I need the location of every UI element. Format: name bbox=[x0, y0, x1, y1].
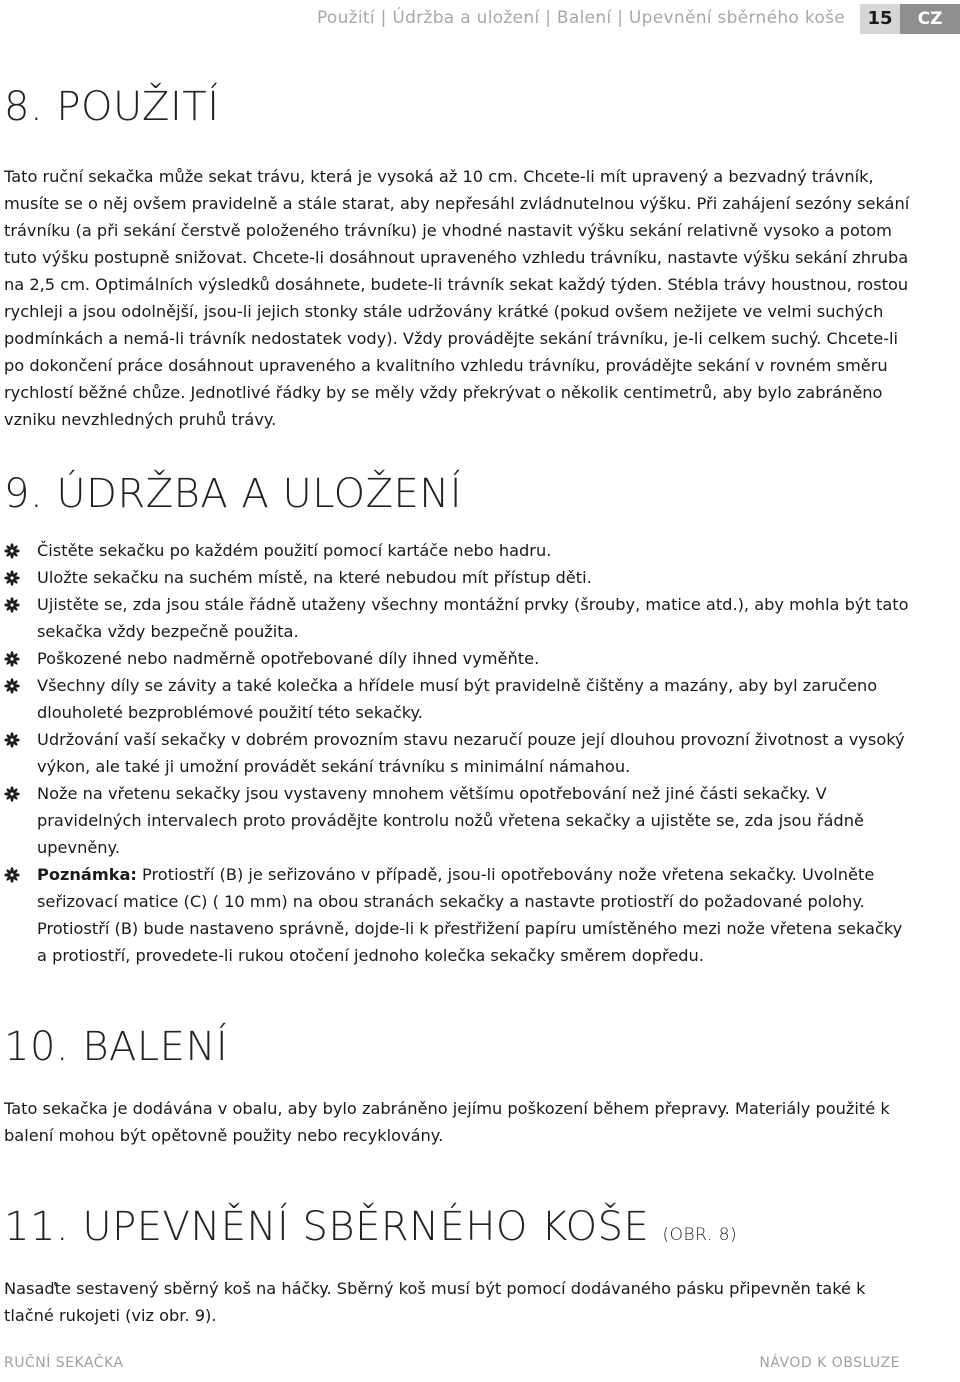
section-baleni bbox=[4, 1025, 916, 1069]
list-item-text: Poškozené nebo nadměrně opotřebované díly ihned vyměňte. bbox=[37, 649, 540, 668]
section-heading-baleni: 10. BALENÍ bbox=[4, 1024, 229, 1070]
section-heading-udrzba: 9. ÚDRŽBA A ULOŽENÍ bbox=[4, 471, 463, 517]
paragraph-upevneni: Nasaďte sestavený sběrný koš na háčky. Sběrný koš musí být pomocí dodávaného pásku připevněn také k tlačné rukojeti (viz obr. 9). bbox=[4, 1279, 866, 1325]
section-baleni-body bbox=[4, 1095, 916, 1149]
list-item-text: Nože na vřetenu sekačky jsou vystaveny mnohem většímu opotřebování než jiné části sekačky. V pravidelných intervalech proto provádějte kontrolu nožů vřetena sekačky a ujistěte se, zda jsou řádně upevněny. bbox=[37, 784, 864, 857]
language-badge: CZ bbox=[900, 4, 960, 34]
section-upevneni-body bbox=[4, 1275, 916, 1329]
list-item bbox=[4, 564, 916, 591]
section-heading-upevneni bbox=[4, 1205, 916, 1257]
list-item-text: Uložte sekačku na suchém místě, na které nebudou mít přístup děti. bbox=[37, 568, 592, 587]
list-item bbox=[4, 672, 916, 726]
section-heading-pouziti: 8. POUŽITÍ bbox=[4, 84, 220, 130]
list-item bbox=[4, 591, 916, 645]
section-heading-upevneni-note: (OBR. 8) bbox=[662, 1225, 738, 1245]
footer-manual-title: NÁVOD K OBSLUZE bbox=[759, 1355, 900, 1371]
section-udrzba bbox=[4, 472, 916, 516]
section-upevneni bbox=[4, 1205, 916, 1257]
flower-icon bbox=[4, 570, 20, 586]
flower-icon bbox=[4, 867, 20, 883]
page-number: 15 bbox=[860, 4, 900, 34]
list-item bbox=[4, 645, 916, 672]
section-udrzba-body bbox=[4, 537, 916, 969]
list-item bbox=[4, 537, 916, 564]
note-label: Poznámka: bbox=[37, 865, 137, 884]
flower-icon bbox=[4, 543, 20, 559]
header-nav-text: Použití | Údržba a uložení | Balení | Upevnění sběrného koše bbox=[316, 8, 845, 28]
paragraph-pouziti: Tato ruční sekačka může sekat trávu, která je vysoká až 10 cm. Chcete-li mít upravený a bezvadný trávník, musíte se o něj ovšem pravidelně a stále starat, aby nepřesáhl zvládnutelnou výšku. Při zahájení sezóny sekání trávníku (a při sekání čerstvě položeného trávníku) je vhodné nastavit výšku sekání relativně vysoko a potom tuto výšku postupně snižovat. Chcete-li dosáhnout upraveného vzhledu trávníku, nastavte výšku sekání zhruba na 2,5 cm. Optimálních výsledků dosáhnete, budete-li trávník sekat každý týden. Stébla trávy houstnou, rostou rychleji a jsou odolnější, jsou-li jejich stonky stále udržovány krátké (pokud ovšem nežijete ve velmi suchých podmínkách a nemá-li trávník nedostatek vody). Vždy provádějte sekání trávníku, je-li celkem suchý. Chcete-li po dokončení práce dosáhnout upraveného a kvalitního vzhledu trávníku, provádějte sekání v rovném směru rychlostí běžné chůze. Jednotlivé řádky by se měly vždy překrývat o několik centimetrů, aby bylo zabráněno vzniku nevzhledných pruhů trávy. bbox=[4, 167, 910, 429]
section-pouziti-body bbox=[4, 163, 916, 433]
list-item-text: Čistěte sekačku po každém použití pomocí kartáče nebo hadru. bbox=[37, 541, 552, 560]
flower-icon bbox=[4, 651, 20, 667]
footer-product-name: RUČNÍ SEKAČKA bbox=[4, 1355, 124, 1371]
list-item-text: Ujistěte se, zda jsou stále řádně utaženy všechny montážní prvky (šrouby, matice atd.), aby mohla být tato sekačka vždy bezpečně použita. bbox=[37, 595, 909, 641]
maintenance-list bbox=[4, 537, 916, 969]
section-pouziti bbox=[4, 85, 916, 129]
flower-icon bbox=[4, 732, 20, 748]
note-text: Protiostří (B) je seřizováno v případě, jsou-li opotřebovány nože vřetena sekačky. Uvolněte seřizovací matice (C) ( 10 mm) na obou stranách sekačky a nastavte protiostří do požadované polohy. Protiostří (B) bude nastaveno správně, dojde-li k přestřižení papíru umístěného mezi nože vřetena sekačky a protiostří, provedete-li rukou otočení jednoho kolečka sekačky směrem dopředu. bbox=[37, 865, 903, 965]
flower-icon bbox=[4, 597, 20, 613]
flower-icon bbox=[4, 678, 20, 694]
paragraph-baleni: Tato sekačka je dodávána v obalu, aby bylo zabráněno jejímu poškození během přepravy. Materiály použité k balení mohou být opětovně použity nebo recyklovány. bbox=[4, 1099, 890, 1145]
list-item-text: Udržování vaší sekačky v dobrém provozním stavu nezaručí pouze její dlouhou provozní životnost a vysoký výkon, ale také ji umožní provádět sekání trávníku s minimální námahou. bbox=[37, 730, 905, 776]
list-item bbox=[4, 726, 916, 780]
flower-icon bbox=[4, 786, 20, 802]
page-header bbox=[0, 4, 960, 34]
section-heading-upevneni-text: 11. UPEVNĚNÍ SBĚRNÉHO KOŠE bbox=[4, 1204, 650, 1250]
list-item-text: Všechny díly se závity a také kolečka a hřídele musí být pravidelně čištěny a mazány, aby byl zaručeno dlouholeté bezproblémové použití této sekačky. bbox=[37, 676, 878, 722]
list-item-note bbox=[4, 861, 916, 969]
list-item bbox=[4, 780, 916, 861]
